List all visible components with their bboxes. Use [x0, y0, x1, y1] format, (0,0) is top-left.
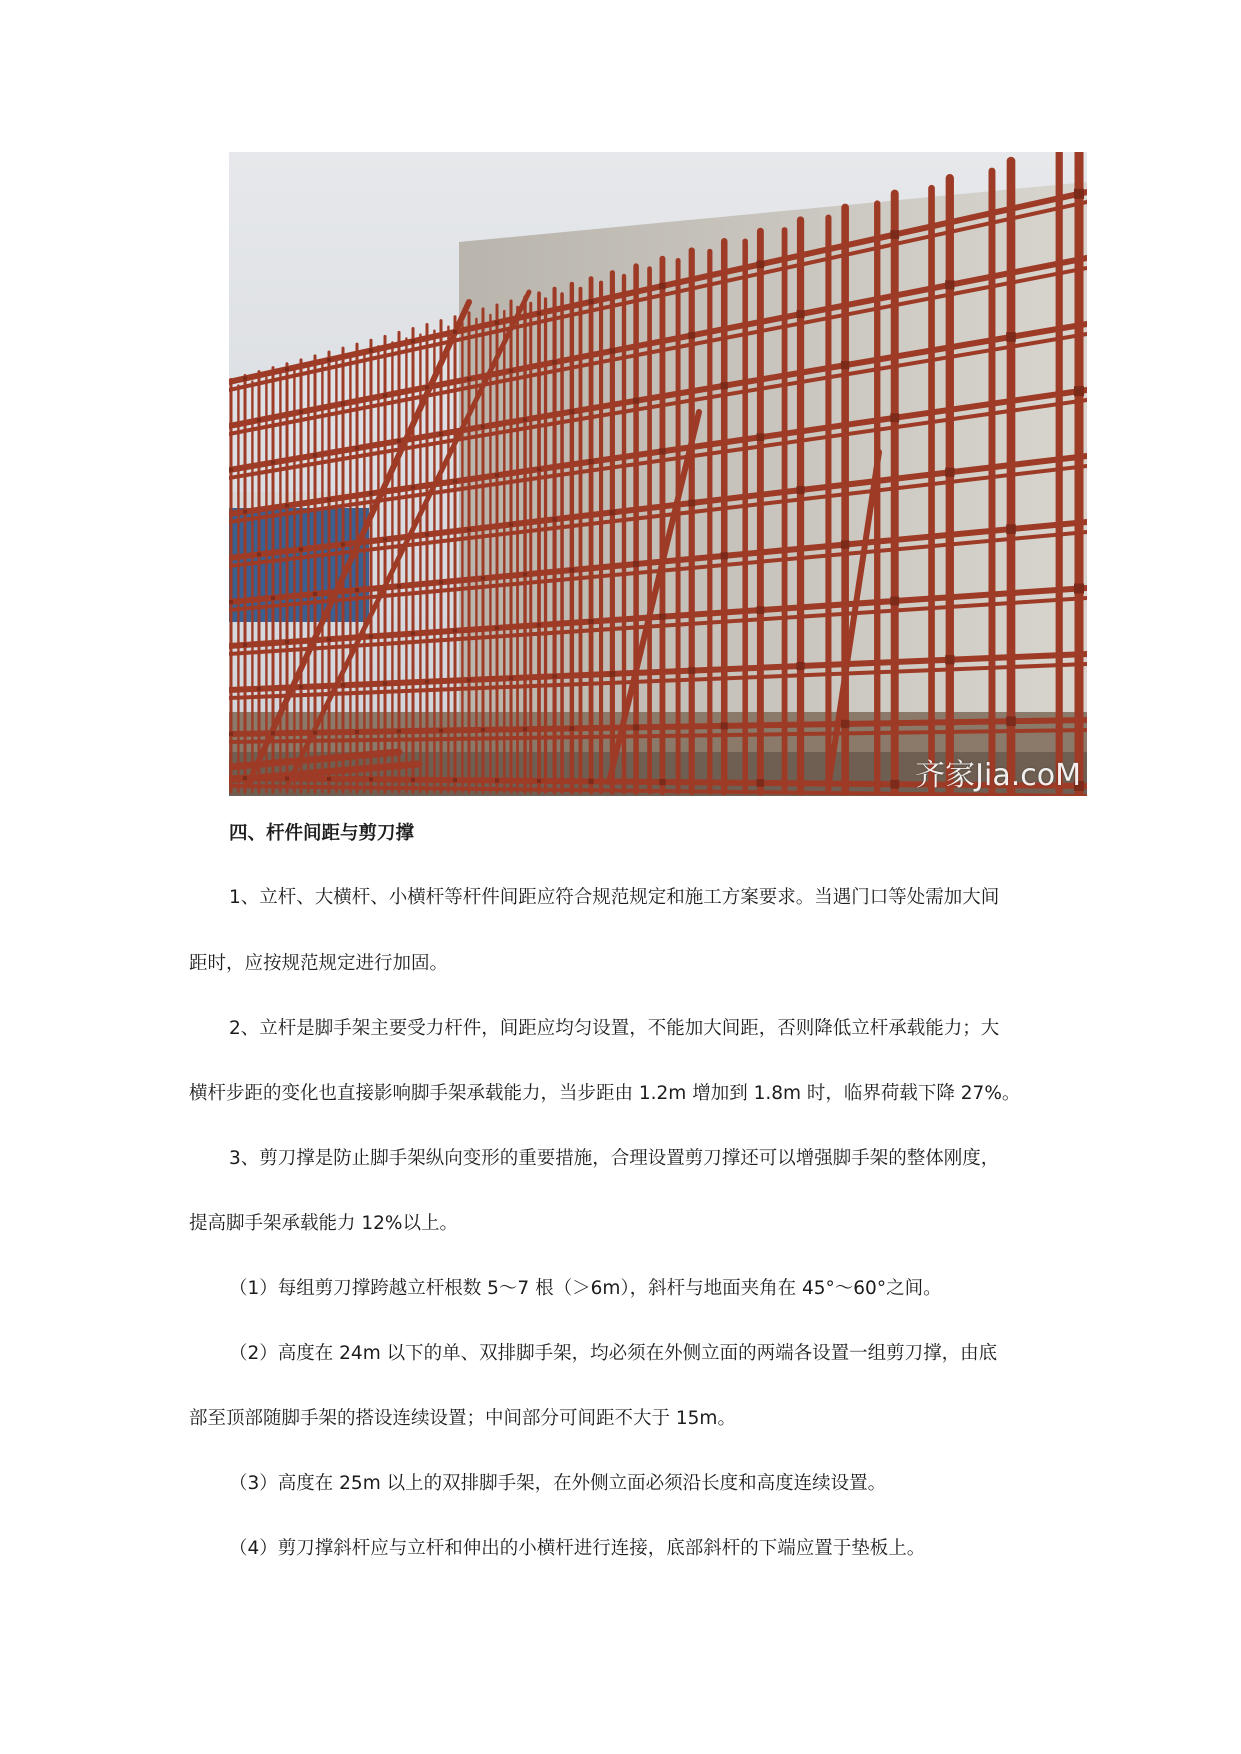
paragraph-3-line-2: 提高脚手架承载能力 12%以上。: [189, 1213, 459, 1234]
scaffold-coupler: [453, 629, 457, 633]
scaffold-coupler: [757, 779, 765, 787]
scaffold-coupler: [659, 779, 665, 785]
scaffold-coupler: [453, 479, 457, 483]
scaffold-coupler: [659, 448, 665, 454]
scaffold-coupler: [1074, 584, 1084, 594]
scaffold-coupler: [509, 676, 513, 680]
scaffold-coupler: [299, 547, 303, 551]
scaffold-coupler: [299, 685, 303, 689]
scaffold-coupler: [411, 778, 415, 782]
scaffold-coupler: [537, 623, 541, 627]
scaffold-coupler: [537, 311, 541, 315]
scaffold-coupler: [229, 600, 233, 604]
scaffold-coupler: [411, 339, 415, 343]
scaffold-coupler: [481, 728, 485, 732]
scaffold-coupler: [890, 230, 899, 239]
scaffold-coupler: [797, 486, 805, 494]
scaffold-coupler: [271, 731, 275, 735]
scaffold-coupler: [797, 310, 805, 318]
scaffold-coupler: [841, 720, 849, 728]
paragraph-1-line-1: 1、立杆、大横杆、小横杆等杆件间距应符合规范规定和施工方案要求。当遇门口等处需加大间: [229, 887, 1000, 908]
paragraph-2-line-1: 2、立杆是脚手架主要受力杆件，间距应均匀设置，不能加大间距，否则降低立杆承载能力；大: [229, 1018, 1000, 1039]
scaffold-coupler: [411, 485, 415, 489]
scaffold-coupler: [285, 367, 289, 371]
scaffold-coupler: [721, 722, 728, 729]
scaffold-coupler: [299, 410, 303, 414]
scaffold-coupler: [523, 418, 527, 422]
scaffold-coupler: [552, 517, 556, 521]
scaffold-coupler: [757, 261, 765, 269]
scaffold-coupler: [569, 409, 574, 414]
scaffold-coupler: [425, 680, 429, 684]
scaffold-coupler: [1006, 524, 1016, 534]
scaffold-coupler: [757, 433, 765, 441]
scaffold-coupler: [890, 413, 899, 422]
watermark-logo: 齐家Jia.coM: [915, 758, 1081, 793]
list-item-4: （4）剪刀撑斜杆应与立杆和伸出的小横杆进行连接，底部斜杆的下端应置于垫板上。: [229, 1538, 926, 1559]
scaffold-coupler: [945, 468, 954, 477]
scaffold-coupler: [467, 527, 471, 531]
scaffold-coupler: [383, 393, 387, 397]
scaffold-coupler: [397, 439, 401, 443]
scaffold-coupler: [841, 361, 849, 369]
list-item-1: （1）每组剪刀撑跨越立杆根数 5～7 根（＞6m），斜杆与地面夹角在 45°～60°之间。: [229, 1278, 942, 1299]
scaffold-coupler: [569, 726, 574, 731]
scaffold-coupler: [327, 498, 331, 502]
scaffold-coupler: [509, 522, 513, 526]
scaffold-coupler: [481, 576, 485, 580]
scaffold-coupler: [355, 446, 359, 450]
scaffold-coupler: [313, 453, 317, 457]
scaffold-coupler: [453, 778, 457, 782]
scaffold-coupler: [439, 432, 443, 436]
scaffold-coupler: [1074, 386, 1084, 396]
scaffold-coupler: [569, 568, 574, 573]
scaffold-coupler: [537, 467, 541, 471]
scaffold-coupler: [369, 349, 373, 353]
scaffold-coupler: [659, 613, 665, 619]
scaffold-coupler: [495, 626, 499, 630]
scaffold-coupler: [552, 360, 556, 364]
scaffolding-photo: [229, 152, 1087, 796]
scaffold-coupler: [243, 643, 247, 647]
scaffold-coupler: [439, 729, 443, 733]
scaffold-coupler: [797, 662, 805, 670]
scaffold-coupler: [537, 779, 541, 783]
scaffold-coupler: [890, 780, 899, 789]
scaffold-coupler: [495, 778, 499, 782]
scaffold-coupler: [439, 580, 443, 584]
scaffold-coupler: [523, 572, 527, 576]
scaffold-coupler: [271, 461, 275, 465]
scaffold-coupler: [945, 655, 954, 664]
scaffold-coupler: [285, 777, 289, 781]
scaffold-coupler: [588, 619, 593, 624]
scaffold-coupler: [688, 332, 695, 339]
scaffold-coupler: [313, 731, 317, 735]
scaffold-coupler: [552, 674, 556, 678]
scaffold-coupler: [659, 283, 665, 289]
section-heading: 四、杆件间距与剪刀撑: [229, 823, 415, 844]
scaffold-coupler: [229, 732, 233, 736]
scaffold-coupler: [341, 402, 345, 406]
scaffold-coupler: [688, 667, 695, 674]
paragraph-2-line-2: 横杆步距的变化也直接影响脚手架承载能力，当步距由 1.2m 增加到 1.8m 时，临界荷载下降 27%。: [189, 1083, 1021, 1104]
scaffold-coupler: [633, 398, 639, 404]
scaffold-coupler: [509, 369, 513, 373]
scaffold-coupler: [1006, 332, 1016, 342]
scaffold-coupler: [633, 724, 639, 730]
list-item-2-line-2: 部至顶部随脚手架的搭设连续设置；中间部分可间距不大于 15m。: [189, 1408, 736, 1429]
scaffold-coupler: [383, 537, 387, 541]
scaffold-coupler: [229, 468, 233, 472]
scaffold-coupler: [327, 637, 331, 641]
scaffold-coupler: [495, 321, 499, 325]
scaffold-coupler: [425, 385, 429, 389]
scaffold-coupler: [757, 606, 765, 614]
scaffold-coupler: [369, 491, 373, 495]
scaffold-coupler: [243, 376, 247, 380]
scaffold-coupler: [341, 542, 345, 546]
scaffold-coupler: [397, 729, 401, 733]
scaffold-coupler: [495, 473, 499, 477]
scaffold-coupler: [327, 358, 331, 362]
scaffold-coupler: [841, 540, 849, 548]
scaffold-coupler: [633, 561, 639, 567]
scaffold-coupler: [467, 678, 471, 682]
scaffold-coupler: [397, 584, 401, 588]
scaffold-coupler: [243, 510, 247, 514]
scaffold-coupler: [1006, 716, 1016, 726]
scaffold-coupler: [467, 377, 471, 381]
scaffold-coupler: [523, 727, 527, 731]
scaffold-coupler: [257, 687, 261, 691]
scaffold-coupler: [1074, 189, 1084, 199]
scaffold-coupler: [341, 683, 345, 687]
scaffold-coupler: [890, 597, 899, 606]
list-item-2-line-1: （2）高度在 24m 以下的单、双排脚手架，均必须在外侧立面的两端各设置一组剪刀撑，由底: [229, 1343, 998, 1364]
scaffolding-illustration: [229, 152, 1087, 796]
list-item-3: （3）高度在 25m 以上的双排脚手架，在外侧立面必须沿长度和高度连续设置。: [229, 1473, 887, 1494]
scaffold-coupler: [453, 330, 457, 334]
scaffold-coupler: [688, 500, 695, 507]
scaffold-coupler: [610, 671, 616, 677]
scaffold-coupler: [610, 348, 616, 354]
scaffold-coupler: [945, 280, 954, 289]
scaffold-coupler: [383, 681, 387, 685]
scaffold-coupler: [257, 418, 261, 422]
scaffold-coupler: [355, 588, 359, 592]
paragraph-1-line-2: 距时，应按规范规定进行加固。: [189, 953, 449, 974]
scaffold-coupler: [610, 510, 616, 516]
scaffold-coupler: [313, 592, 317, 596]
scaffold-coupler: [257, 552, 261, 556]
scaffold-coupler: [588, 299, 593, 304]
scaffold-coupler: [369, 777, 373, 781]
scaffold-coupler: [327, 777, 331, 781]
scaffold-coupler: [355, 730, 359, 734]
scaffold-coupler: [721, 382, 728, 389]
scaffold-coupler: [243, 776, 247, 780]
scaffold-coupler: [721, 552, 728, 559]
scaffold-coupler: [285, 504, 289, 508]
paragraph-3-line-1: 3、剪刀撑是防止脚手架纵向变形的重要措施，合理设置剪刀撑还可以增强脚手架的整体刚度，: [229, 1148, 1000, 1169]
scaffold-coupler: [411, 632, 415, 636]
scaffold-coupler: [588, 779, 593, 784]
scaffold-coupler: [271, 596, 275, 600]
scaffold-coupler: [425, 532, 429, 536]
scaffold-coupler: [481, 425, 485, 429]
scaffold-coupler: [588, 459, 593, 464]
scaffold-coupler: [285, 640, 289, 644]
scaffold-coupler: [369, 634, 373, 638]
